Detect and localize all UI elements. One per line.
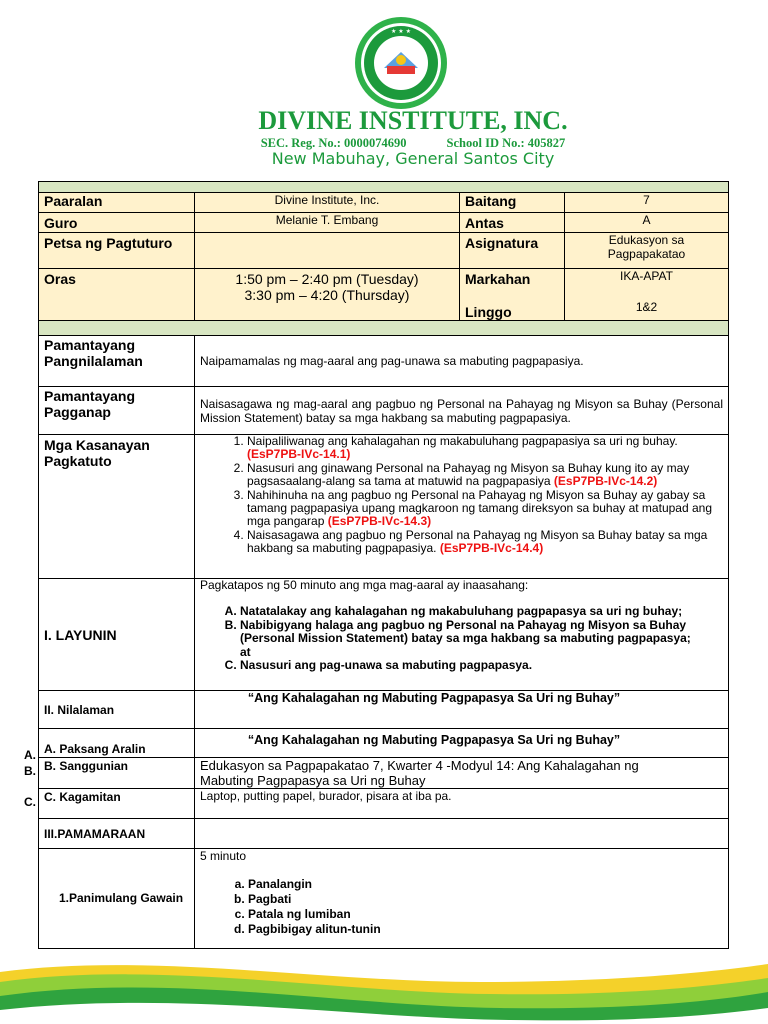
section-band bbox=[39, 321, 729, 336]
kasanayan-list-cell bbox=[195, 435, 729, 579]
row-sanggunian bbox=[39, 758, 729, 789]
markahan-value: IKA-APAT bbox=[620, 269, 673, 283]
markahan-linggo-labels bbox=[460, 269, 565, 321]
petsa-label: Petsa ng Pagtuturo bbox=[39, 233, 195, 269]
paaralan-value: Divine Institute, Inc. bbox=[195, 193, 460, 213]
layunin-label: I. LAYUNIN bbox=[39, 579, 195, 691]
kasanayan-item: 1. Naipaliliwanag ang kahalagahan ng makabuluhang pagpapasiya sa uri ng buhay. (EsP7PB-IVc-14.1) bbox=[247, 435, 719, 462]
school-id-number: School ID No.: 405827 bbox=[446, 136, 566, 150]
pangnilalaman-label: Pamantayang Pangnilalaman bbox=[39, 336, 195, 387]
linggo-value: 1&2 bbox=[635, 300, 658, 314]
competency-code: (EsP7PB-IVc-14.4) bbox=[439, 541, 544, 556]
pangnilalaman-value: Naipamamalas ng mag-aaral ang pag-unawa sa mabuting pagpapasiya. bbox=[195, 336, 729, 387]
asignatura-value: Edukasyon sa Pagpapakatao bbox=[565, 233, 729, 269]
sec-reg-number: SEC. Reg. No.: 0000074690 bbox=[260, 136, 407, 150]
panimula-time: 5 minuto bbox=[200, 849, 247, 863]
paksang-value: “Ang Kahalagahan ng Mabuting Pagpapasya Sa Uri ng Buhay” bbox=[195, 729, 729, 758]
info-row-oras bbox=[39, 269, 729, 321]
row-pagganap bbox=[39, 387, 729, 435]
layunin-item: B. Nabibigyang halaga ang pagbuo ng Personal na Pahayag ng Misyon sa Buhay (Personal Mission Statement) batay sa mga hakbang sa mabuting pagpapasya; at bbox=[240, 619, 693, 659]
svg-text:★ ★ ★: ★ ★ ★ bbox=[391, 28, 411, 35]
pagganap-value: Naisasagawa ng mag-aaral ang pagbuo ng Personal na Pahayag ng Misyon sa Buhay (Personal Mission Statement) batay sa mga hakbang sa mabuting pagpapasiya. bbox=[195, 387, 729, 435]
antas-value: A bbox=[565, 213, 729, 233]
layunin-cell bbox=[195, 579, 729, 691]
petsa-value bbox=[195, 233, 460, 269]
pamamaraan-value bbox=[195, 819, 729, 849]
nilalaman-label: II. Nilalaman bbox=[39, 691, 195, 729]
row-kagamitan bbox=[39, 789, 729, 819]
row-paksang-aralin bbox=[39, 729, 729, 758]
lesson-plan-table bbox=[38, 181, 729, 949]
panimula-item: b. Pagbati bbox=[248, 892, 723, 907]
panimula-label: 1.Panimulang Gawain bbox=[39, 849, 195, 949]
panimula-item: c. Patala ng lumiban bbox=[248, 907, 723, 922]
kasanayan-item: 2. Nasusuri ang ginawang Personal na Pahayag ng Misyon sa Buhay kung ito ay may pagsasaalang-alang sa tama at matuwid na pagpapasiya (EsP7PB-IVc-14.2) bbox=[247, 462, 719, 489]
kagamitan-label: C. Kagamitan bbox=[39, 789, 195, 819]
markahan-label: Markahan bbox=[465, 271, 531, 287]
info-row-petsa bbox=[39, 233, 729, 269]
row-kasanayan bbox=[39, 435, 729, 579]
info-row-paaralan bbox=[39, 193, 729, 213]
antas-label: Antas bbox=[460, 213, 565, 233]
kasanayan-item: 3. Nahihinuha na ang pagbuo ng Personal na Pahayag ng Misyon sa Buhay ay gabay sa tamang pagpapasiya upang magkaroon ng tamang direksyon sa buhay at matupad ang mga pangarap (EsP7PB-IVc-14.3) bbox=[247, 489, 719, 529]
row-pangnilalaman bbox=[39, 336, 729, 387]
panimula-cell bbox=[195, 849, 729, 949]
outer-marker-b: B. bbox=[24, 764, 36, 778]
guro-label: Guro bbox=[39, 213, 195, 233]
panimula-item: d. Pagbibigay alitun-tunin bbox=[248, 922, 723, 937]
oras-value bbox=[195, 269, 460, 321]
paaralan-label: Paaralan bbox=[39, 193, 195, 213]
kasanayan-item: 4. Naisasagawa ang pagbuo ng Personal na Pahayag ng Misyon sa Buhay batay sa mga hakbang sa mabuting pagpapasiya. (EsP7PB-IVc-14.4) bbox=[247, 529, 719, 556]
outer-marker-c: C. bbox=[24, 795, 36, 809]
row-pamamaraan bbox=[39, 819, 729, 849]
oras-line-2: 3:30 pm – 4:20 (Thursday) bbox=[244, 287, 410, 303]
oras-label: Oras bbox=[39, 269, 195, 321]
info-row-guro bbox=[39, 213, 729, 233]
school-seal-icon bbox=[354, 16, 448, 110]
panimula-item: a. Panalangin bbox=[248, 877, 723, 892]
pamamaraan-label: III.PAMAMARAAN bbox=[39, 819, 195, 849]
layunin-intro: Pagkatapos ng 50 minuto ang mga mag-aaral ay inaasahang: bbox=[200, 578, 529, 592]
kasanayan-label: Mga Kasanayan Pagkatuto bbox=[39, 435, 195, 579]
row-panimula bbox=[39, 849, 729, 949]
paksang-label: A. Paksang Aralin bbox=[39, 729, 195, 758]
row-layunin bbox=[39, 579, 729, 691]
competency-code: (EsP7PB-IVc-14.3) bbox=[327, 514, 432, 529]
school-address: New Mabuhay, General Santos City bbox=[271, 149, 555, 168]
school-name: DIVINE INSTITUTE, INC. bbox=[258, 106, 568, 135]
row-nilalaman bbox=[39, 691, 729, 729]
competency-code: (EsP7PB-IVc-14.1) bbox=[247, 447, 351, 462]
layunin-item: A. Natatalakay ang kahalagahan ng makabuluhang pagpapasya sa uri ng buhay; bbox=[240, 605, 693, 618]
nilalaman-value: “Ang Kahalagahan ng Mabuting Pagpapasya Sa Uri ng Buhay” bbox=[195, 691, 729, 729]
layunin-item: C. Nasusuri ang pag-unawa sa mabuting pagpapasya. bbox=[240, 659, 693, 672]
pagganap-label: Pamantayang Pagganap bbox=[39, 387, 195, 435]
sanggunian-value: Edukasyon sa Pagpapakatao 7, Kwarter 4 -Modyul 14: Ang Kahalagahan ng Mabuting Pagpapasya sa Uri ng Buhay bbox=[195, 758, 729, 789]
baitang-label: Baitang bbox=[460, 193, 565, 213]
competency-code: (EsP7PB-IVc-14.2) bbox=[553, 474, 658, 489]
oras-line-1: 1:50 pm – 2:40 pm (Tuesday) bbox=[235, 271, 419, 287]
baitang-value: 7 bbox=[565, 193, 729, 213]
linggo-label: Linggo bbox=[465, 304, 512, 320]
sanggunian-label: B. Sanggunian bbox=[39, 758, 195, 789]
header-band bbox=[39, 182, 729, 193]
footer-wave-decoration bbox=[0, 952, 768, 1024]
asignatura-label: Asignatura bbox=[460, 233, 565, 269]
kagamitan-value: Laptop, putting papel, burador, pisara at iba pa. bbox=[195, 789, 729, 819]
guro-value: Melanie T. Embang bbox=[195, 213, 460, 233]
markahan-linggo-values bbox=[565, 269, 729, 321]
outer-marker-a: A. bbox=[24, 748, 36, 762]
